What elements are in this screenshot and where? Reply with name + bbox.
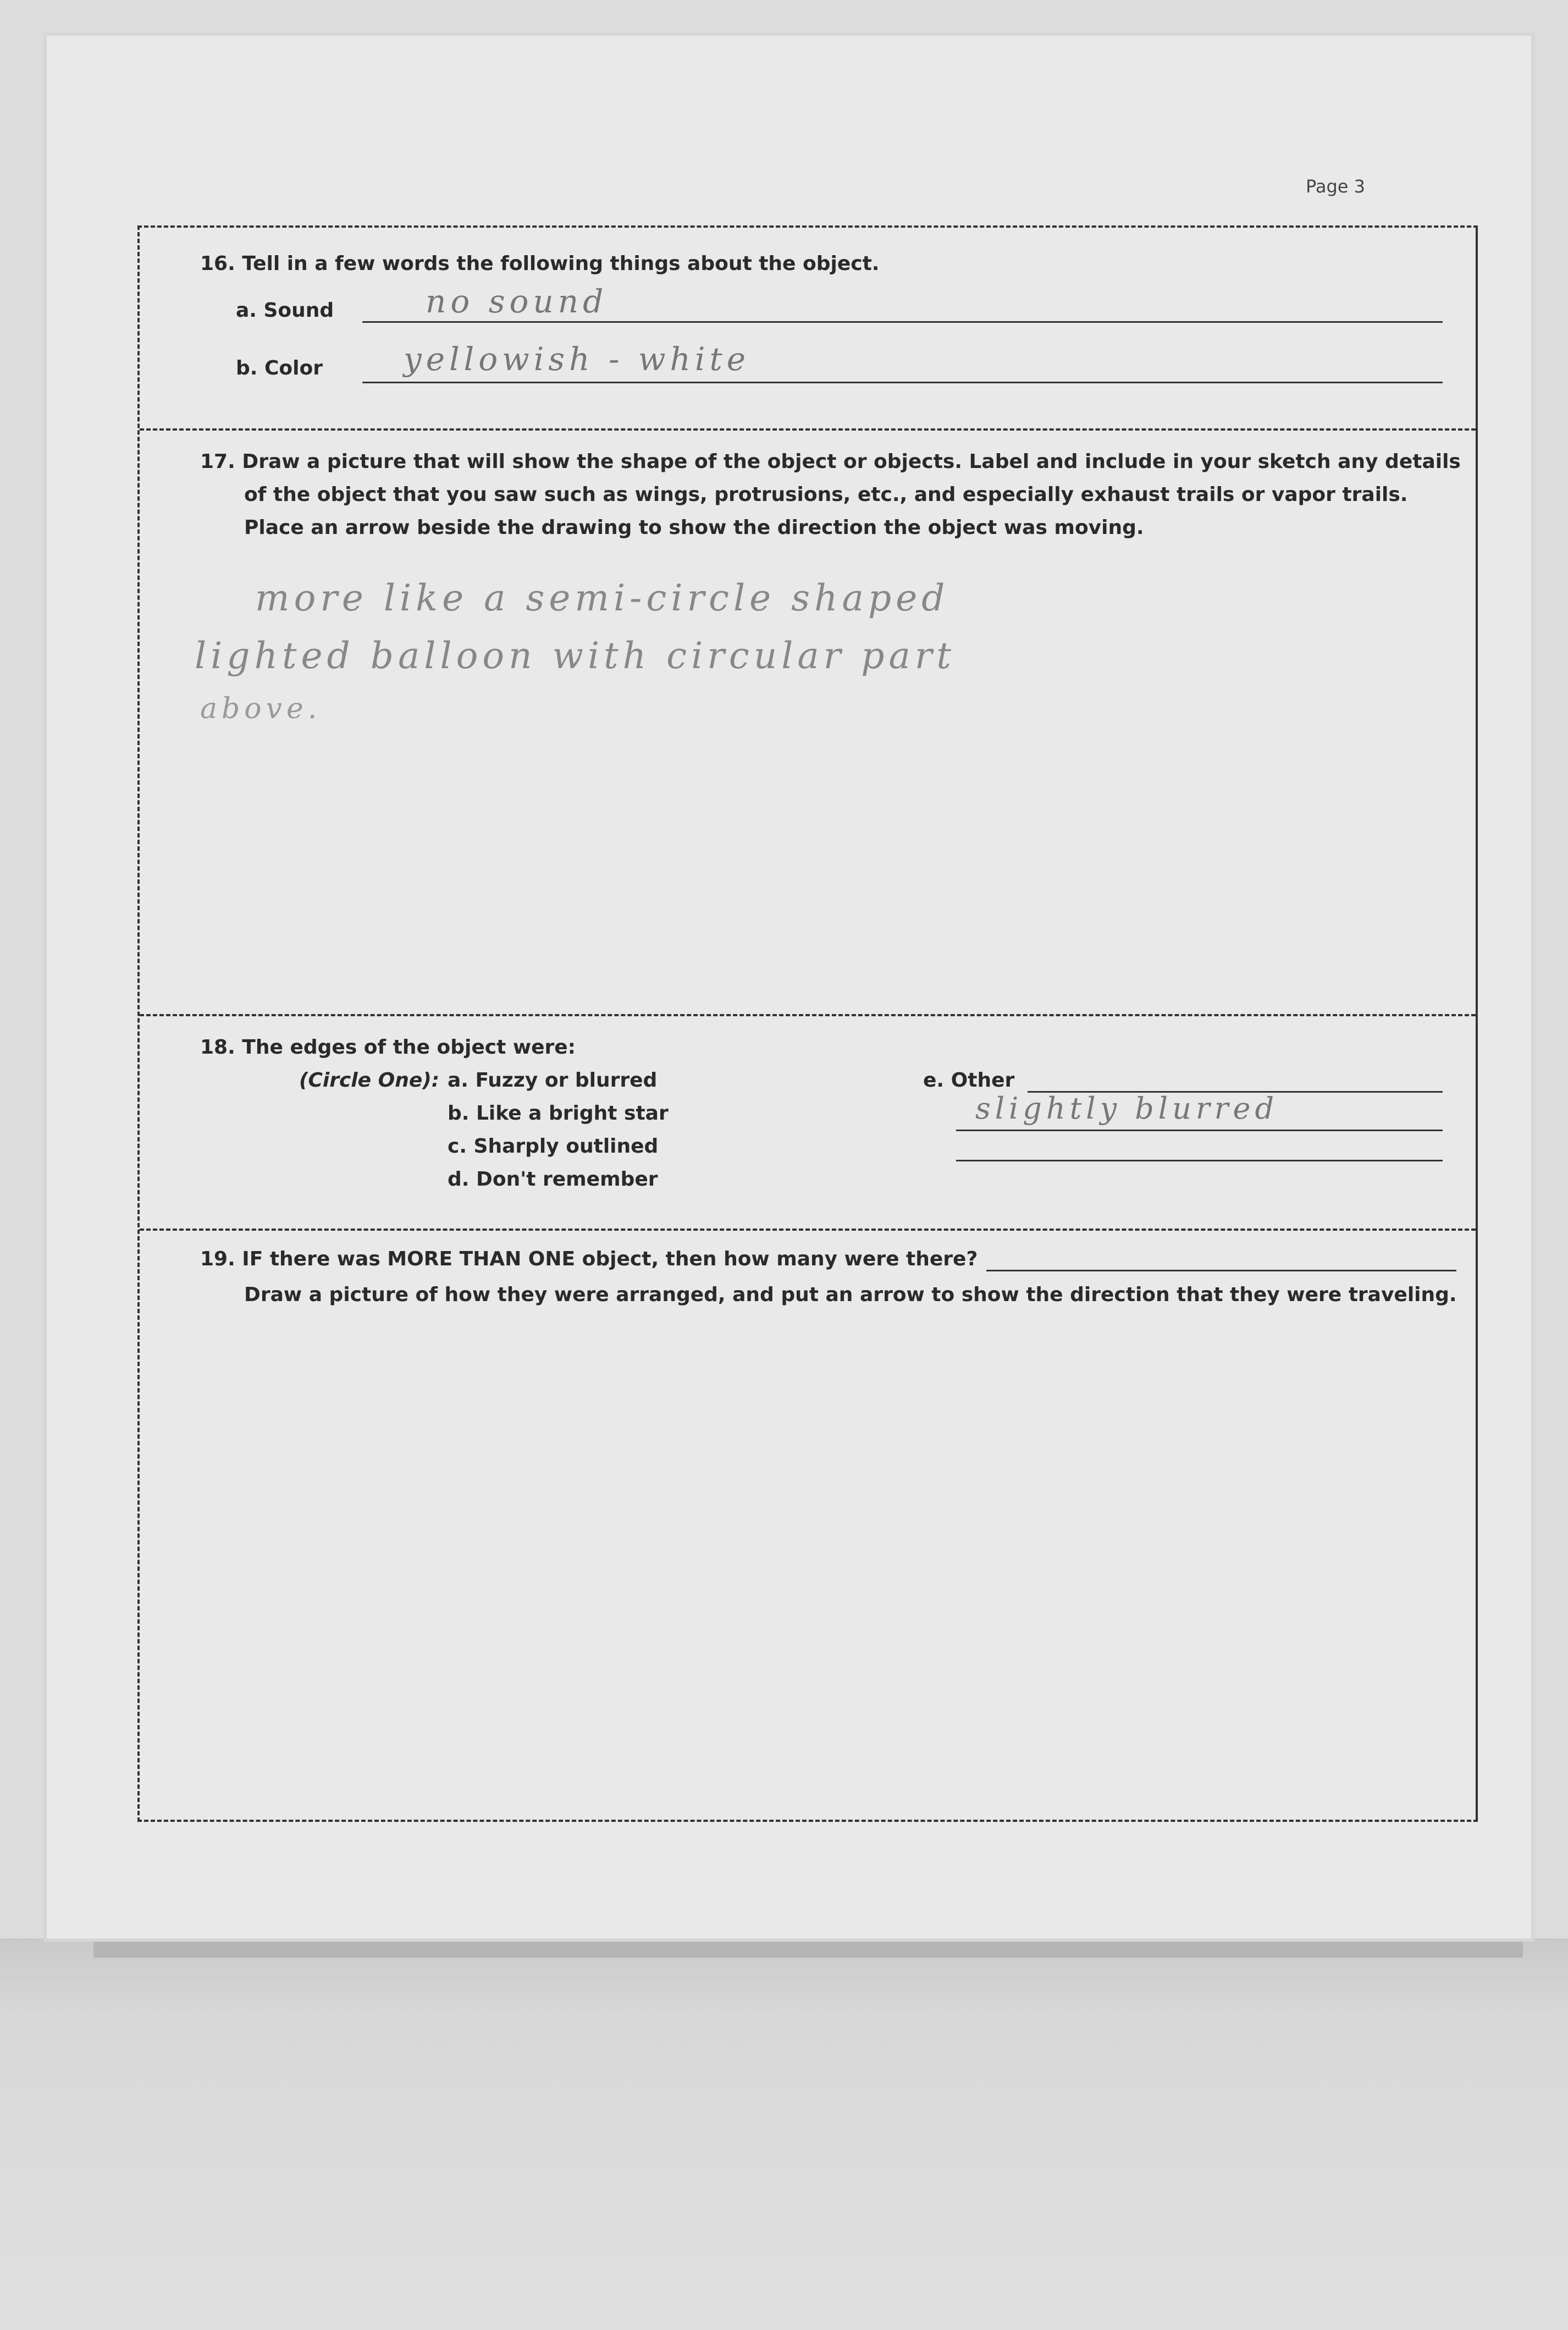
q18-circle-one: (Circle One): — [299, 1069, 440, 1092]
q18-other-answer: slightly blurred — [975, 1091, 1279, 1126]
q18-option-c: c. Sharply outlined — [448, 1135, 659, 1158]
paper-shadow — [93, 1936, 1523, 1958]
q18-other-line3 — [956, 1160, 1443, 1161]
q16-sound-line — [362, 321, 1443, 323]
question-16 — [140, 228, 1476, 431]
scanner-background — [0, 1938, 1568, 2330]
page-number: Page 3 — [1306, 176, 1365, 197]
q19-prompt-line2: Draw a picture of how they were arranged, and put an arrow to show the direction that they were traveling. — [244, 1284, 1457, 1306]
q16-color-line — [362, 382, 1443, 383]
q18-option-b: b. Like a bright star — [448, 1102, 669, 1125]
questionnaire-form — [137, 225, 1478, 1822]
q17-answer-line3: above. — [200, 692, 322, 725]
q18-option-d: d. Don't remember — [448, 1168, 658, 1191]
q18-option-e: e. Other — [923, 1069, 1015, 1092]
q16-sound-answer: no sound — [426, 283, 608, 320]
q16-prompt: 16. Tell in a few words the following things about the object. — [200, 252, 880, 275]
q18-option-a: a. Fuzzy or blurred — [448, 1069, 658, 1092]
question-19 — [140, 1229, 1476, 1820]
q16-color-label: b. Color — [236, 357, 323, 379]
question-17 — [140, 428, 1476, 1016]
q16-sound-label: a. Sound — [236, 299, 334, 322]
q17-answer-line1: more like a semi-circle shaped — [255, 577, 949, 619]
q16-color-answer: yellowish - white — [404, 340, 750, 378]
q17-prompt-line2: of the object that you saw such as wings, protrusions, etc., and especially exhaust trails or vapor trails. — [244, 483, 1408, 506]
q17-prompt-line3: Place an arrow beside the drawing to show the direction the object was moving. — [244, 516, 1144, 539]
q18-prompt: 18. The edges of the object were: — [200, 1036, 576, 1059]
question-18 — [140, 1014, 1476, 1231]
q18-other-line2 — [956, 1130, 1443, 1131]
q19-count-line — [986, 1270, 1456, 1271]
q17-answer-line2: lighted balloon with circular part — [195, 635, 956, 677]
q19-prompt-line1: 19. IF there was MORE THAN ONE object, then how many were there? — [200, 1248, 978, 1270]
q17-prompt-line1: 17. Draw a picture that will show the shape of the object or objects. Label and include in your sketch any details — [200, 450, 1461, 473]
